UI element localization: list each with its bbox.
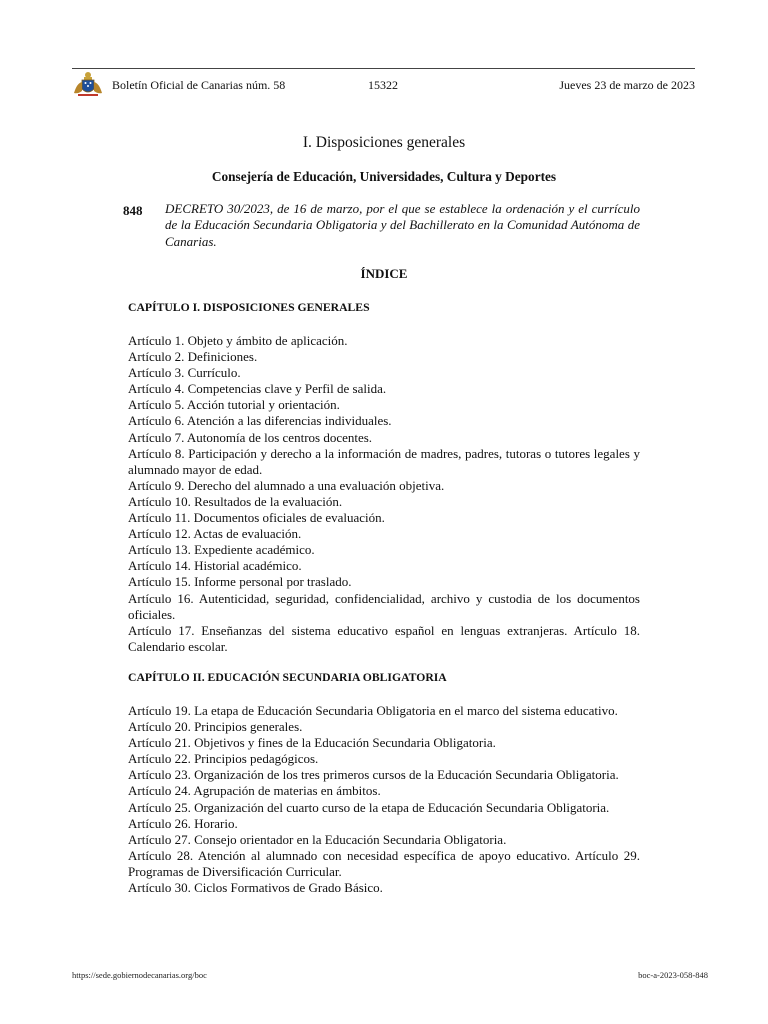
department-name: Consejería de Educación, Universidades, Cultura y Deportes bbox=[211, 169, 557, 184]
list-item: Artículo 12. Actas de evaluación. bbox=[128, 526, 302, 542]
page-number: 15322 bbox=[368, 78, 398, 92]
document-code: boc-a-2023-058-848 bbox=[638, 970, 708, 980]
list-item: Artículo 7. Autonomía de los centros docentes. bbox=[128, 429, 373, 445]
list-item: Artículo 13. Expediente académico. bbox=[128, 542, 315, 558]
chapter-2-list bbox=[128, 703, 640, 896]
list-item: Artículo 17. Enseñanzas del sistema educativo español en lenguas extranjeras. Artículo 18. Calendario escolar. bbox=[128, 622, 640, 654]
list-item: Artículo 15. Informe personal por traslado. bbox=[128, 574, 352, 590]
list-item: Artículo 21. Objetivos y fines de la Educación Secundaria Obligatoria. bbox=[128, 735, 496, 751]
list-item: Artículo 24. Agrupación de materias en ámbitos. bbox=[128, 783, 381, 799]
list-item: Artículo 2. Definiciones. bbox=[128, 349, 258, 365]
section-title: I. Disposiciones generales bbox=[302, 134, 466, 151]
list-item: Artículo 16. Autenticidad, seguridad, confidencialidad, archivo y custodia de los documentos oficiales. bbox=[128, 590, 640, 622]
list-item: Artículo 10. Resultados de la evaluación. bbox=[128, 493, 343, 509]
page-header bbox=[72, 68, 695, 99]
chapter-1-list bbox=[128, 333, 640, 655]
footer-url[interactable]: https://sede.gobiernodecanarias.org/boc bbox=[72, 970, 207, 980]
list-item: Artículo 27. Consejo orientador en la Educación Secundaria Obligatoria. bbox=[128, 831, 507, 847]
decree-number: 848 bbox=[123, 203, 143, 218]
list-item: Artículo 28. Atención al alumnado con necesidad específica de apoyo educativo. Artículo 29. Programas de Diversificación Curricular. bbox=[128, 847, 640, 879]
list-item: Artículo 6. Atención a las diferencias individuales. bbox=[128, 413, 392, 429]
list-item: Artículo 8. Participación y derecho a la información de madres, padres, tutoras o tutores legales y alumnado mayor de edad. bbox=[128, 445, 640, 477]
list-item: Artículo 26. Horario. bbox=[128, 815, 238, 831]
chapter-1-title: CAPÍTULO I. DISPOSICIONES GENERALES bbox=[128, 301, 370, 314]
bulletin-title: Boletín Oficial de Canarias núm. 58 bbox=[112, 78, 286, 92]
decree-title: DECRETO 30/2023, de 16 de marzo, por el que se establece la ordenación y el currículo de la Educación Secundaria Obligatoria y del Bachillerato en la Comunidad Autónoma de Canarias. bbox=[165, 201, 640, 249]
list-item: Artículo 3. Currículo. bbox=[128, 365, 241, 381]
list-item: Artículo 5. Acción tutorial y orientación. bbox=[128, 397, 340, 413]
coat-of-arms-icon bbox=[72, 71, 104, 98]
list-item: Artículo 9. Derecho del alumnado a una evaluación objetiva. bbox=[128, 477, 445, 493]
list-item: Artículo 1. Objeto y ámbito de aplicación. bbox=[128, 333, 348, 348]
publication-date: Jueves 23 de marzo de 2023 bbox=[559, 78, 695, 92]
list-item: Artículo 25. Organización del cuarto curso de la etapa de Educación Secundaria Obligatoria. bbox=[128, 799, 610, 815]
list-item: Artículo 14. Historial académico. bbox=[128, 558, 302, 574]
chapter-2-title: CAPÍTULO II. EDUCACIÓN SECUNDARIA OBLIGATORIA bbox=[128, 671, 447, 684]
list-item: Artículo 11. Documentos oficiales de evaluación. bbox=[128, 510, 385, 526]
list-item: Artículo 23. Organización de los tres primeros cursos de la Educación Secundaria Obligatoria. bbox=[128, 767, 619, 783]
index-title: ÍNDICE bbox=[360, 266, 408, 281]
list-item: Artículo 4. Competencias clave y Perfil de salida. bbox=[128, 381, 387, 397]
list-item: Artículo 20. Principios generales. bbox=[128, 719, 303, 735]
list-item: Artículo 30. Ciclos Formativos de Grado Básico. bbox=[128, 880, 383, 896]
list-item: Artículo 22. Principios pedagógicos. bbox=[128, 751, 319, 767]
list-item: Artículo 19. La etapa de Educación Secundaria Obligatoria en el marco del sistema educativo. bbox=[128, 703, 618, 718]
